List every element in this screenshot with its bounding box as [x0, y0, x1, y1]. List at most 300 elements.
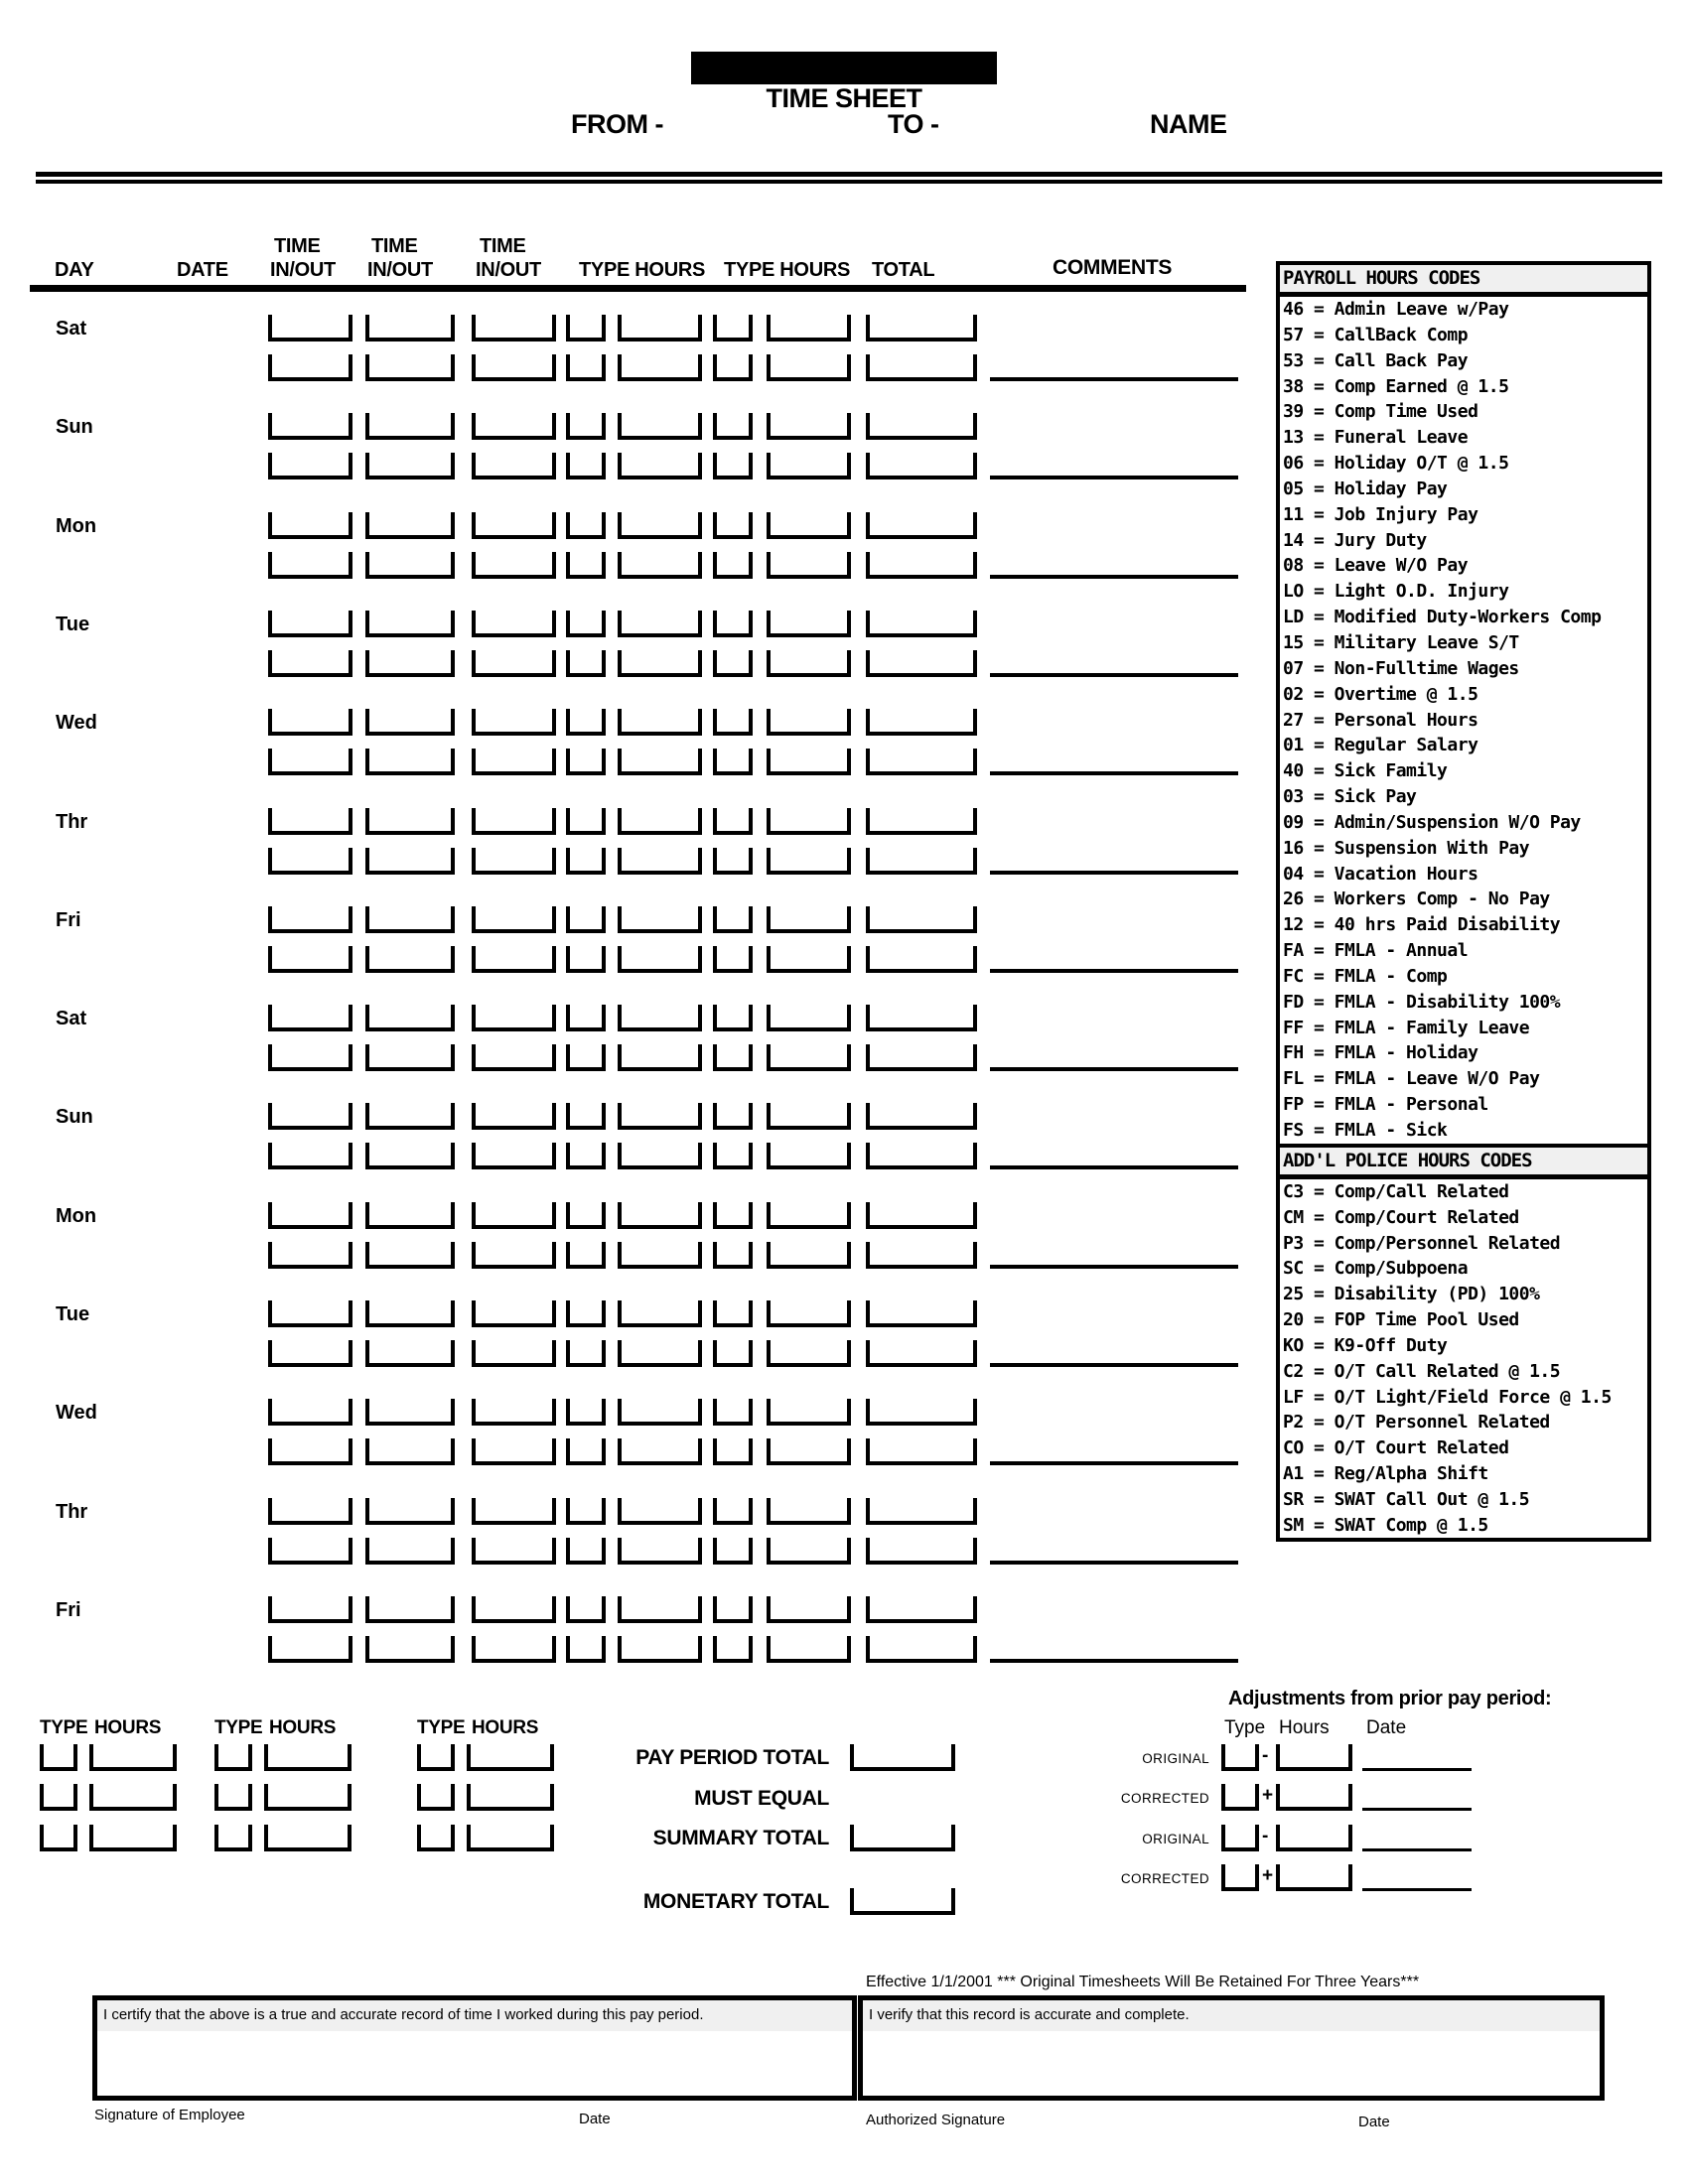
hours-box-1[interactable]: [618, 552, 702, 579]
time-in-out-box-1[interactable]: [268, 512, 352, 539]
total-box[interactable]: [866, 611, 977, 637]
code-line: LD = Modified Duty-Workers Comp: [1283, 607, 1602, 628]
time-in-out-box-1[interactable]: [268, 1143, 352, 1169]
hours-box-2[interactable]: [767, 848, 851, 875]
time-in-out-box-3[interactable]: [472, 1202, 556, 1229]
adjustment-row-label: CORRECTED: [1120, 1791, 1209, 1806]
type-box-2[interactable]: [713, 512, 753, 539]
time-in-out-box-3[interactable]: [472, 1143, 556, 1169]
hours-box-2[interactable]: [767, 650, 851, 677]
type-box-2[interactable]: [713, 611, 753, 637]
time-in-out-box-2[interactable]: [365, 453, 455, 479]
day-label: Fri: [56, 909, 81, 931]
hours-box-2[interactable]: [767, 512, 851, 539]
adjustment-type-box[interactable]: [1221, 1744, 1259, 1771]
type-box-2[interactable]: [713, 1005, 753, 1031]
total-box[interactable]: [866, 709, 977, 736]
time-in-out-box-3[interactable]: [472, 848, 556, 875]
time-in-out-box-1[interactable]: [268, 1202, 352, 1229]
total-box[interactable]: [866, 1202, 977, 1229]
type-box-1[interactable]: [566, 749, 606, 775]
time-in-out-box-2[interactable]: [365, 1399, 455, 1426]
hours-box-1[interactable]: [618, 413, 702, 440]
type-box-1[interactable]: [566, 1103, 606, 1130]
col-time-2: TIME: [371, 235, 418, 257]
time-in-out-box-2[interactable]: [365, 650, 455, 677]
time-in-out-box-3[interactable]: [472, 1636, 556, 1663]
header-divider: [36, 172, 1662, 177]
total-box[interactable]: [866, 453, 977, 479]
type-box-1[interactable]: [566, 1143, 606, 1169]
type-box-1[interactable]: [566, 1044, 606, 1071]
police-code-list: [1280, 1179, 1647, 1539]
comment-line[interactable]: [990, 1165, 1238, 1169]
hours-box-2[interactable]: [767, 906, 851, 933]
type-box-2[interactable]: [713, 1103, 753, 1130]
type-box-2[interactable]: [713, 1538, 753, 1565]
redacted-header-bar: [691, 52, 997, 84]
type-box-2[interactable]: [713, 354, 753, 381]
employee-certification-text: I certify that the above is a true and accurate record of time I worked during this pay period.: [97, 2000, 852, 2031]
total-box[interactable]: [866, 1596, 977, 1623]
time-in-out-box-1[interactable]: [268, 1044, 352, 1071]
adjustment-type-box[interactable]: [1221, 1825, 1259, 1851]
type-box-1[interactable]: [566, 512, 606, 539]
hours-box-2[interactable]: [767, 1242, 851, 1269]
total-box[interactable]: [866, 1242, 977, 1269]
hours-box-1[interactable]: [618, 1538, 702, 1565]
total-box[interactable]: [866, 650, 977, 677]
hours-box-1[interactable]: [618, 315, 702, 341]
type-box-1[interactable]: [566, 1300, 606, 1327]
total-label: SUMMARY TOTAL: [652, 1827, 829, 1849]
code-line: 13 = Funeral Leave: [1283, 427, 1469, 449]
type-box-2[interactable]: [713, 1498, 753, 1525]
adjustment-sign: +: [1262, 1785, 1274, 1806]
type-box-2[interactable]: [713, 1340, 753, 1367]
hours-box-2[interactable]: [767, 1636, 851, 1663]
hours-box-2[interactable]: [767, 749, 851, 775]
hours-box-1[interactable]: [618, 453, 702, 479]
time-in-out-box-3[interactable]: [472, 1340, 556, 1367]
type-box-1[interactable]: [566, 709, 606, 736]
hours-box-2[interactable]: [767, 552, 851, 579]
hours-box-2[interactable]: [767, 453, 851, 479]
type-box-2[interactable]: [713, 1636, 753, 1663]
time-in-out-box-2[interactable]: [365, 512, 455, 539]
time-in-out-box-3[interactable]: [472, 1044, 556, 1071]
time-in-out-box-2[interactable]: [365, 552, 455, 579]
total-box[interactable]: [866, 1044, 977, 1071]
type-box-1[interactable]: [566, 906, 606, 933]
hours-box-1[interactable]: [618, 1438, 702, 1465]
code-line: CM = Comp/Court Related: [1283, 1206, 1519, 1228]
time-in-out-box-1[interactable]: [268, 453, 352, 479]
time-in-out-box-2[interactable]: [365, 1005, 455, 1031]
type-box-1[interactable]: [566, 1340, 606, 1367]
hours-box-1[interactable]: [618, 848, 702, 875]
hours-box-2[interactable]: [767, 1143, 851, 1169]
time-in-out-box-2[interactable]: [365, 611, 455, 637]
code-line: SM = SWAT Comp @ 1.5: [1283, 1514, 1488, 1536]
total-row: [0, 1888, 1688, 1918]
total-box[interactable]: [866, 552, 977, 579]
total-box[interactable]: [866, 1103, 977, 1130]
hours-box-1[interactable]: [618, 1340, 702, 1367]
hours-box-1[interactable]: [618, 1005, 702, 1031]
total-box[interactable]: [866, 1143, 977, 1169]
type-box-2[interactable]: [713, 808, 753, 835]
time-in-out-box-2[interactable]: [365, 1143, 455, 1169]
time-in-out-box-1[interactable]: [268, 1538, 352, 1565]
hours-box-2[interactable]: [767, 1596, 851, 1623]
time-in-out-box-2[interactable]: [365, 1498, 455, 1525]
total-box[interactable]: [866, 1340, 977, 1367]
type-box-2[interactable]: [713, 1044, 753, 1071]
time-in-out-box-2[interactable]: [365, 1340, 455, 1367]
type-box-1[interactable]: [566, 453, 606, 479]
hours-box-2[interactable]: [767, 315, 851, 341]
total-box[interactable]: [866, 1498, 977, 1525]
type-box-1[interactable]: [566, 946, 606, 973]
time-in-out-box-1[interactable]: [268, 906, 352, 933]
code-line: FF = FMLA - Family Leave: [1283, 1017, 1530, 1038]
time-in-out-box-3[interactable]: [472, 611, 556, 637]
hours-box-1[interactable]: [618, 512, 702, 539]
type-box-1[interactable]: [566, 611, 606, 637]
time-in-out-box-3[interactable]: [472, 453, 556, 479]
comment-line[interactable]: [990, 377, 1238, 381]
total-box[interactable]: [866, 413, 977, 440]
type-box-2[interactable]: [713, 1202, 753, 1229]
type-box-1[interactable]: [566, 354, 606, 381]
time-in-out-box-2[interactable]: [365, 1636, 455, 1663]
total-box[interactable]: [866, 749, 977, 775]
time-in-out-box-2[interactable]: [365, 1300, 455, 1327]
code-line: FS = FMLA - Sick: [1283, 1120, 1448, 1141]
comment-line[interactable]: [990, 771, 1238, 775]
type-box-1[interactable]: [566, 315, 606, 341]
comment-line[interactable]: [990, 1363, 1238, 1367]
day-label: Sat: [56, 1008, 87, 1029]
comment-line[interactable]: [990, 969, 1238, 973]
hours-box-2[interactable]: [767, 1538, 851, 1565]
type-box-1[interactable]: [566, 1636, 606, 1663]
time-in-out-box-1[interactable]: [268, 1103, 352, 1130]
day-label: Sat: [56, 318, 87, 340]
type-box-1[interactable]: [566, 1538, 606, 1565]
type-box-2[interactable]: [713, 315, 753, 341]
hours-box-1[interactable]: [618, 1143, 702, 1169]
payroll-code-list: [1280, 297, 1647, 1144]
adjustment-date-line[interactable]: [1362, 1768, 1472, 1771]
code-line: 01 = Regular Salary: [1283, 735, 1478, 756]
time-in-out-box-3[interactable]: [472, 552, 556, 579]
time-in-out-box-1[interactable]: [268, 1242, 352, 1269]
time-in-out-box-1[interactable]: [268, 611, 352, 637]
summary-type-header: TYPE: [214, 1717, 263, 1738]
adjustment-hours-box[interactable]: [1276, 1784, 1352, 1811]
time-in-out-box-2[interactable]: [365, 1438, 455, 1465]
time-in-out-box-2[interactable]: [365, 1538, 455, 1565]
time-in-out-box-2[interactable]: [365, 315, 455, 341]
time-in-out-box-2[interactable]: [365, 1202, 455, 1229]
code-line: CO = O/T Court Related: [1283, 1437, 1509, 1459]
hours-box-2[interactable]: [767, 808, 851, 835]
time-in-out-box-1[interactable]: [268, 1399, 352, 1426]
type-box-1[interactable]: [566, 1596, 606, 1623]
type-box-2[interactable]: [713, 1242, 753, 1269]
type-box-1[interactable]: [566, 1498, 606, 1525]
time-in-out-box-2[interactable]: [365, 1044, 455, 1071]
hours-box-1[interactable]: [618, 1498, 702, 1525]
time-in-out-box-2[interactable]: [365, 906, 455, 933]
time-in-out-box-2[interactable]: [365, 749, 455, 775]
type-box-2[interactable]: [713, 650, 753, 677]
time-in-out-box-1[interactable]: [268, 1005, 352, 1031]
employee-date-label: Date: [579, 2111, 611, 2127]
type-box-2[interactable]: [713, 709, 753, 736]
time-in-out-box-3[interactable]: [472, 413, 556, 440]
type-box-1[interactable]: [566, 1438, 606, 1465]
type-box-2[interactable]: [713, 1399, 753, 1426]
total-box[interactable]: [866, 906, 977, 933]
header-divider-2: [36, 180, 1662, 184]
total-box[interactable]: [866, 1538, 977, 1565]
adjustment-row-label: CORRECTED: [1120, 1871, 1209, 1886]
hours-box-1[interactable]: [618, 650, 702, 677]
hours-box-1[interactable]: [618, 1596, 702, 1623]
hours-box-2[interactable]: [767, 1399, 851, 1426]
time-in-out-box-2[interactable]: [365, 354, 455, 381]
code-line: 53 = Call Back Pay: [1283, 349, 1469, 371]
time-in-out-box-3[interactable]: [472, 512, 556, 539]
time-in-out-box-3[interactable]: [472, 1005, 556, 1031]
total-box[interactable]: [866, 512, 977, 539]
type-box-2[interactable]: [713, 1143, 753, 1169]
code-line: 26 = Workers Comp - No Pay: [1283, 888, 1550, 910]
total-box[interactable]: [866, 1399, 977, 1426]
code-line: 16 = Suspension With Pay: [1283, 837, 1530, 859]
comment-line[interactable]: [990, 1461, 1238, 1465]
time-in-out-box-1[interactable]: [268, 808, 352, 835]
time-in-out-box-3[interactable]: [472, 315, 556, 341]
total-box[interactable]: [866, 1636, 977, 1663]
time-in-out-box-1[interactable]: [268, 552, 352, 579]
time-in-out-box-1[interactable]: [268, 1596, 352, 1623]
hours-box-1[interactable]: [618, 354, 702, 381]
code-line: FP = FMLA - Personal: [1283, 1094, 1488, 1116]
time-in-out-box-1[interactable]: [268, 650, 352, 677]
comment-line[interactable]: [990, 575, 1238, 579]
code-line: 04 = Vacation Hours: [1283, 863, 1478, 885]
time-in-out-box-2[interactable]: [365, 1103, 455, 1130]
type-box-1[interactable]: [566, 848, 606, 875]
total-box[interactable]: [866, 1005, 977, 1031]
type-box-1[interactable]: [566, 1202, 606, 1229]
total-label: PAY PERIOD TOTAL: [635, 1746, 829, 1769]
total-box[interactable]: [866, 315, 977, 341]
hours-box-1[interactable]: [618, 611, 702, 637]
code-line: 11 = Job Injury Pay: [1283, 503, 1478, 525]
hours-box-2[interactable]: [767, 709, 851, 736]
comment-line[interactable]: [990, 1561, 1238, 1565]
comment-line[interactable]: [990, 673, 1238, 677]
time-in-out-box-1[interactable]: [268, 413, 352, 440]
total-box[interactable]: [866, 354, 977, 381]
type-box-1[interactable]: [566, 808, 606, 835]
adjustment-hours-box[interactable]: [1276, 1864, 1352, 1891]
hours-box-1[interactable]: [618, 1300, 702, 1327]
type-box-1[interactable]: [566, 413, 606, 440]
type-box-2[interactable]: [713, 848, 753, 875]
time-in-out-box-1[interactable]: [268, 1300, 352, 1327]
hours-box-2[interactable]: [767, 354, 851, 381]
hours-box-1[interactable]: [618, 749, 702, 775]
time-in-out-box-2[interactable]: [365, 413, 455, 440]
time-in-out-box-2[interactable]: [365, 848, 455, 875]
hours-box-2[interactable]: [767, 413, 851, 440]
type-box-2[interactable]: [713, 1300, 753, 1327]
employee-certification-box[interactable]: [92, 1995, 857, 2101]
adjustment-date-line[interactable]: [1362, 1848, 1472, 1851]
time-in-out-box-2[interactable]: [365, 808, 455, 835]
hours-box-2[interactable]: [767, 1300, 851, 1327]
time-in-out-box-1[interactable]: [268, 354, 352, 381]
hours-box-2[interactable]: [767, 1202, 851, 1229]
time-in-out-box-2[interactable]: [365, 1596, 455, 1623]
time-in-out-box-3[interactable]: [472, 1300, 556, 1327]
time-in-out-box-1[interactable]: [268, 946, 352, 973]
time-in-out-box-3[interactable]: [472, 709, 556, 736]
hours-box-1[interactable]: [618, 1202, 702, 1229]
time-in-out-box-1[interactable]: [268, 1438, 352, 1465]
day-label: Mon: [56, 515, 97, 537]
total-value-box[interactable]: [850, 1888, 955, 1915]
time-in-out-box-3[interactable]: [472, 354, 556, 381]
type-box-2[interactable]: [713, 1596, 753, 1623]
code-line: 12 = 40 hrs Paid Disability: [1283, 914, 1561, 936]
time-in-out-box-3[interactable]: [472, 1596, 556, 1623]
adjustment-date-line[interactable]: [1362, 1888, 1472, 1891]
adjustment-sign: -: [1262, 1826, 1269, 1846]
adjustment-type-box[interactable]: [1221, 1784, 1259, 1811]
comment-line[interactable]: [990, 1265, 1238, 1269]
time-in-out-box-2[interactable]: [365, 946, 455, 973]
time-in-out-box-1[interactable]: [268, 1636, 352, 1663]
col-type-hours-1: TYPE HOURS: [579, 259, 706, 281]
hours-box-1[interactable]: [618, 1044, 702, 1071]
comment-line[interactable]: [990, 1659, 1238, 1663]
time-in-out-box-1[interactable]: [268, 1498, 352, 1525]
time-in-out-box-3[interactable]: [472, 1242, 556, 1269]
type-box-2[interactable]: [713, 453, 753, 479]
type-box-2[interactable]: [713, 1438, 753, 1465]
time-in-out-box-2[interactable]: [365, 1242, 455, 1269]
code-line: 27 = Personal Hours: [1283, 709, 1478, 731]
code-line: 20 = FOP Time Pool Used: [1283, 1309, 1519, 1331]
day-label: Wed: [56, 1402, 97, 1424]
hours-box-2[interactable]: [767, 1044, 851, 1071]
time-in-out-box-1[interactable]: [268, 315, 352, 341]
total-box[interactable]: [866, 946, 977, 973]
police-codes-title: ADD'L POLICE HOURS CODES: [1280, 1144, 1647, 1179]
time-in-out-box-1[interactable]: [268, 848, 352, 875]
code-line: 38 = Comp Earned @ 1.5: [1283, 375, 1509, 397]
hours-box-2[interactable]: [767, 946, 851, 973]
time-in-out-box-3[interactable]: [472, 1498, 556, 1525]
hours-box-1[interactable]: [618, 808, 702, 835]
hours-box-2[interactable]: [767, 1005, 851, 1031]
adjustment-hours-box[interactable]: [1276, 1744, 1352, 1771]
comment-line[interactable]: [990, 871, 1238, 875]
hours-box-2[interactable]: [767, 611, 851, 637]
authorized-certification-box[interactable]: [858, 1995, 1605, 2101]
comment-line[interactable]: [990, 476, 1238, 479]
hours-box-2[interactable]: [767, 1438, 851, 1465]
signature-of-employee-label: Signature of Employee: [94, 2107, 245, 2123]
comment-line[interactable]: [990, 1067, 1238, 1071]
time-in-out-box-3[interactable]: [472, 946, 556, 973]
adjustment-type-box[interactable]: [1221, 1864, 1259, 1891]
time-in-out-box-3[interactable]: [472, 906, 556, 933]
time-in-out-box-3[interactable]: [472, 1103, 556, 1130]
type-box-1[interactable]: [566, 1399, 606, 1426]
time-in-out-box-3[interactable]: [472, 1538, 556, 1565]
code-line: KO = K9-Off Duty: [1283, 1334, 1448, 1356]
total-box[interactable]: [866, 1300, 977, 1327]
time-in-out-box-3[interactable]: [472, 808, 556, 835]
hours-box-1[interactable]: [618, 709, 702, 736]
time-in-out-box-3[interactable]: [472, 650, 556, 677]
adjustment-hours-box[interactable]: [1276, 1825, 1352, 1851]
hours-box-2[interactable]: [767, 1340, 851, 1367]
time-in-out-box-1[interactable]: [268, 1340, 352, 1367]
adjustment-date-line[interactable]: [1362, 1808, 1472, 1811]
hours-box-2[interactable]: [767, 1103, 851, 1130]
hours-box-2[interactable]: [767, 1498, 851, 1525]
total-box[interactable]: [866, 1438, 977, 1465]
adjustment-row: [0, 1784, 1688, 1812]
time-in-out-box-1[interactable]: [268, 709, 352, 736]
hours-box-1[interactable]: [618, 1399, 702, 1426]
type-box-1[interactable]: [566, 650, 606, 677]
type-box-2[interactable]: [713, 552, 753, 579]
hours-box-1[interactable]: [618, 1103, 702, 1130]
type-box-2[interactable]: [713, 749, 753, 775]
type-box-2[interactable]: [713, 906, 753, 933]
hours-box-1[interactable]: [618, 946, 702, 973]
hours-box-1[interactable]: [618, 906, 702, 933]
hours-box-1[interactable]: [618, 1636, 702, 1663]
adjustment-row: [0, 1825, 1688, 1852]
time-in-out-box-1[interactable]: [268, 749, 352, 775]
type-box-1[interactable]: [566, 1242, 606, 1269]
type-box-1[interactable]: [566, 1005, 606, 1031]
authorized-certification-text: I verify that this record is accurate and complete.: [863, 2000, 1600, 2031]
type-box-2[interactable]: [713, 413, 753, 440]
hours-box-1[interactable]: [618, 1242, 702, 1269]
time-in-out-box-3[interactable]: [472, 1438, 556, 1465]
type-box-2[interactable]: [713, 946, 753, 973]
time-in-out-box-3[interactable]: [472, 1399, 556, 1426]
time-in-out-box-2[interactable]: [365, 709, 455, 736]
time-in-out-box-3[interactable]: [472, 749, 556, 775]
type-box-1[interactable]: [566, 552, 606, 579]
total-box[interactable]: [866, 848, 977, 875]
day-label: Thr: [56, 811, 88, 833]
total-box[interactable]: [866, 808, 977, 835]
